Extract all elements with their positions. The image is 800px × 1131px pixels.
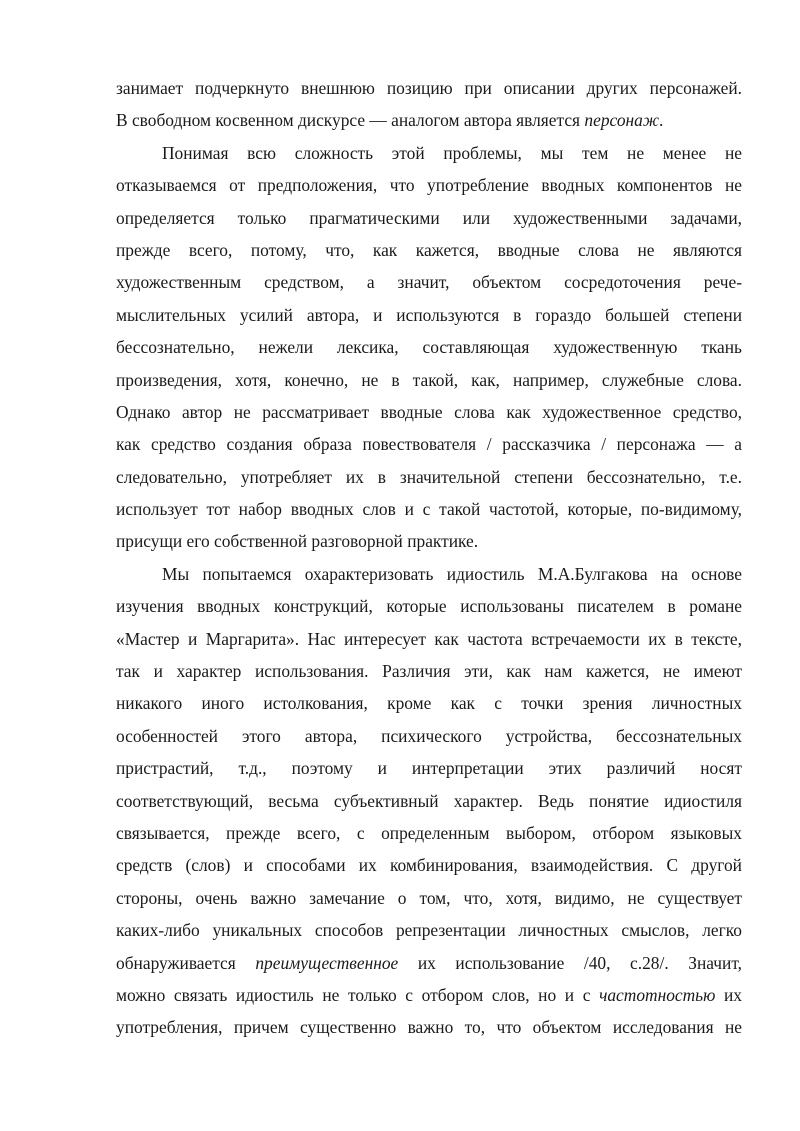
- text-line: [116, 849, 742, 881]
- text-segment: мыслительных усилий автора, и используются в гораздо большей степени: [116, 304, 742, 325]
- text-line: [116, 202, 742, 234]
- italic-text: частотностью: [599, 984, 716, 1005]
- text-line: [116, 234, 742, 266]
- text-line: [116, 299, 742, 331]
- text-line: [116, 72, 742, 104]
- text-line: [116, 428, 742, 460]
- text-segment: использует тот набор вводных слов и с такой частотой, которые, по-видимому,: [116, 499, 742, 520]
- text-line: [116, 396, 742, 428]
- text-segment: следовательно, употребляет их в значительной степени бессознательно, т.е.: [116, 466, 742, 487]
- text-segment: присущи его собственной разговорной практике.: [116, 531, 479, 552]
- text-segment: их: [715, 984, 742, 1005]
- italic-text: преимущественное: [255, 952, 399, 973]
- text-line: [116, 882, 742, 914]
- text-segment: «Мастер и Маргарита». Нас интересует как частота встречаемости их в тексте,: [116, 628, 742, 649]
- text-line: [116, 331, 742, 363]
- text-segment: занимает подчеркнуто внешнюю позицию при описании других персонажей.: [116, 78, 742, 98]
- text-segment: .: [659, 110, 664, 131]
- text-line: [116, 169, 742, 201]
- text-segment: средств (слов) и способами их комбинирования, взаимодействия. С другой: [116, 855, 742, 876]
- text-line: [116, 914, 742, 946]
- text-segment: употребления, причем существенно важно то, что объектом исследования не: [116, 1017, 742, 1038]
- text-line: [116, 558, 742, 590]
- text-segment: их использование /40, с.28/. Значит,: [398, 952, 742, 973]
- text-line: [116, 1011, 742, 1043]
- italic-text: персонаж: [584, 110, 660, 131]
- text-line: [116, 752, 742, 784]
- text-line: [116, 266, 742, 298]
- text-line: [116, 655, 742, 687]
- text-segment: бессознательно, нежели лексика, составляющая художественную ткань: [116, 337, 742, 358]
- body-text: [116, 72, 742, 1044]
- text-segment: никакого иного истолкования, кроме как с точки зрения личностных: [116, 693, 742, 714]
- text-segment: произведения, хотя, конечно, не в такой, как, например, служебные слова.: [116, 369, 742, 390]
- text-line: [116, 104, 742, 136]
- text-line: [116, 720, 742, 752]
- text-line: [116, 947, 742, 979]
- text-line: [116, 461, 742, 493]
- text-segment: обнаруживается: [116, 952, 256, 973]
- text-line: [116, 785, 742, 817]
- text-segment: соответствующий, весьма субъективный характер. Ведь понятие идиостиля: [116, 790, 742, 811]
- text-segment: так и характер использования. Различия эти, как нам кажется, не имеют: [116, 661, 742, 682]
- text-line: [116, 525, 742, 557]
- text-segment: как средство создания образа повествователя / рассказчика / персонажа — а: [116, 434, 742, 455]
- text-line: [116, 817, 742, 849]
- text-line: [116, 623, 742, 655]
- text-line: [116, 590, 742, 622]
- text-line: [116, 687, 742, 719]
- text-line: [116, 979, 742, 1011]
- text-segment: связывается, прежде всего, с определенным выбором, отбором языковых: [116, 822, 742, 843]
- text-segment: художественным средством, а значит, объектом сосредоточения рече-: [116, 272, 742, 293]
- text-segment: прежде всего, потому, что, как кажется, вводные слова не являются: [116, 239, 742, 260]
- text-segment: Мы попытаемся охарактеризовать идиостиль М.А.Булгакова на основе: [162, 563, 742, 584]
- text-segment: каких-либо уникальных способов репрезентации личностных смыслов, легко: [116, 920, 742, 941]
- text-segment: В свободном косвенном дискурсе — аналогом автора является: [116, 110, 585, 131]
- text-line: [116, 493, 742, 525]
- text-segment: Понимая всю сложность этой проблемы, мы тем не менее не: [162, 142, 742, 163]
- text-segment: пристрастий, т.д., поэтому и интерпретации этих различий носят: [116, 758, 742, 779]
- text-segment: изучения вводных конструкций, которые использованы писателем в романе: [116, 596, 742, 617]
- text-segment: Однако автор не рассматривает вводные слова как художественное средство,: [116, 401, 742, 422]
- text-line: [116, 137, 742, 169]
- text-line: [116, 364, 742, 396]
- text-segment: определяется только прагматическими или художественными задачами,: [116, 207, 742, 228]
- text-segment: отказываемся от предположения, что употребление вводных компонентов не: [116, 175, 742, 196]
- text-segment: стороны, очень важно замечание о том, что, хотя, видимо, не существует: [116, 887, 742, 908]
- text-segment: можно связать идиостиль не только с отбором слов, но и с: [116, 984, 600, 1005]
- text-segment: особенностей этого автора, психического устройства, бессознательных: [116, 725, 742, 746]
